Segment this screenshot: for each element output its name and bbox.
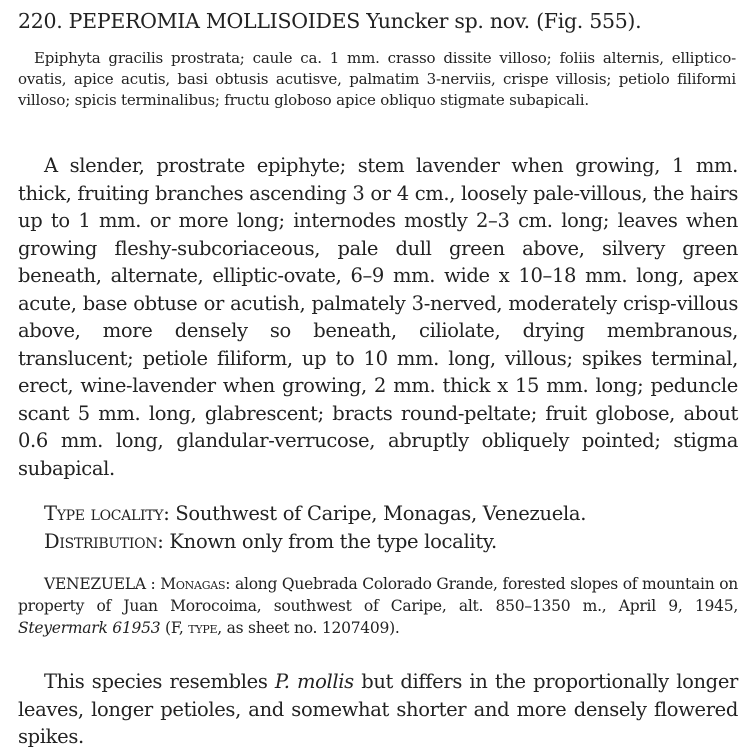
note-text-2: but differs in the proportionally longer leaves, longer petioles, and somewhat shorter and more densely flowered spikes. bbox=[18, 670, 738, 748]
specimen-collector: Steyermark 61953 bbox=[18, 619, 161, 637]
specimen-citation: VENEZUELA : Monagas: along Quebrada Colorado Grande, forested slopes of mountain on property of Juan Morocoima, southwest of Caripe, alt. 850–1350 m., April 9, 1945, Steyermark 61953 (F, type, as sheet no. 1207409). bbox=[18, 575, 739, 637]
type-locality-text: : Southwest of Caripe, Monagas, Venezuela. bbox=[163, 502, 587, 525]
latin-diagnosis: Epiphyta gracilis prostrata; caule ca. 1 mm. crasso dissite villoso; foliis alternis, elliptico-ovatis, apice acutis, basi obtusis acutisve, palmatim 3-nerviis, crispe villosis; petiolo filiformi villoso; spicis terminalibus; fructu globoso apice obliquo stigmate subapicali. bbox=[18, 49, 736, 109]
distribution-label: Distribution bbox=[44, 530, 158, 553]
type-locality bbox=[44, 500, 586, 527]
specimen-state: Monagas bbox=[160, 575, 226, 593]
specimen-text-1: : along Quebrada Colorado Grande, forested slopes of mountain on property of Juan Morocoima, southwest of Caripe, alt. 850–1350 m., April 9, 1945, bbox=[18, 575, 739, 615]
comparison-note bbox=[18, 668, 738, 751]
distribution-text: : Known only from the type locality. bbox=[157, 530, 497, 553]
species-heading: 220. PEPEROMIA MOLLISOIDES Yuncker sp. nov. (Fig. 555). bbox=[18, 9, 642, 33]
type-locality-label: Type locality bbox=[44, 502, 164, 525]
note-species: P. mollis bbox=[274, 670, 354, 693]
distribution bbox=[44, 528, 497, 555]
note-text-1: This species resembles bbox=[44, 670, 275, 693]
specimen-country: VENEZUELA bbox=[44, 575, 146, 593]
specimen-text-3: , as sheet no. 1207409). bbox=[217, 619, 400, 637]
specimen-type-label: type bbox=[188, 619, 218, 637]
species-description: A slender, prostrate epiphyte; stem lavender when growing, 1 mm. thick, fruiting branches ascending 3 or 4 cm., loosely pale-villous, the hairs up to 1 mm. or more long; internodes mostly 2–3 cm. long; leaves when growing fleshy-subcoriaceous, pale dull green above, silvery green beneath, alternate, elliptic-ovate, 6–9 mm. wide x 10–18 mm. long, apex acute, base obtuse or acutish, palmately 3-nerved, moderately crisp-villous above, more densely so beneath, ciliolate, drying membranous, translucent; petiole filiform, up to 10 mm. long, villous; spikes terminal, erect, wine-lavender when growing, 2 mm. thick x 15 mm. long; peduncle scant 5 mm. long, glabrescent; bracts round-peltate; fruit globose, about 0.6 mm. long, glandular-verrucose, abruptly obliquely pointed; stigma subapical. bbox=[18, 154, 738, 480]
specimen-text-2: (F, bbox=[160, 619, 189, 637]
